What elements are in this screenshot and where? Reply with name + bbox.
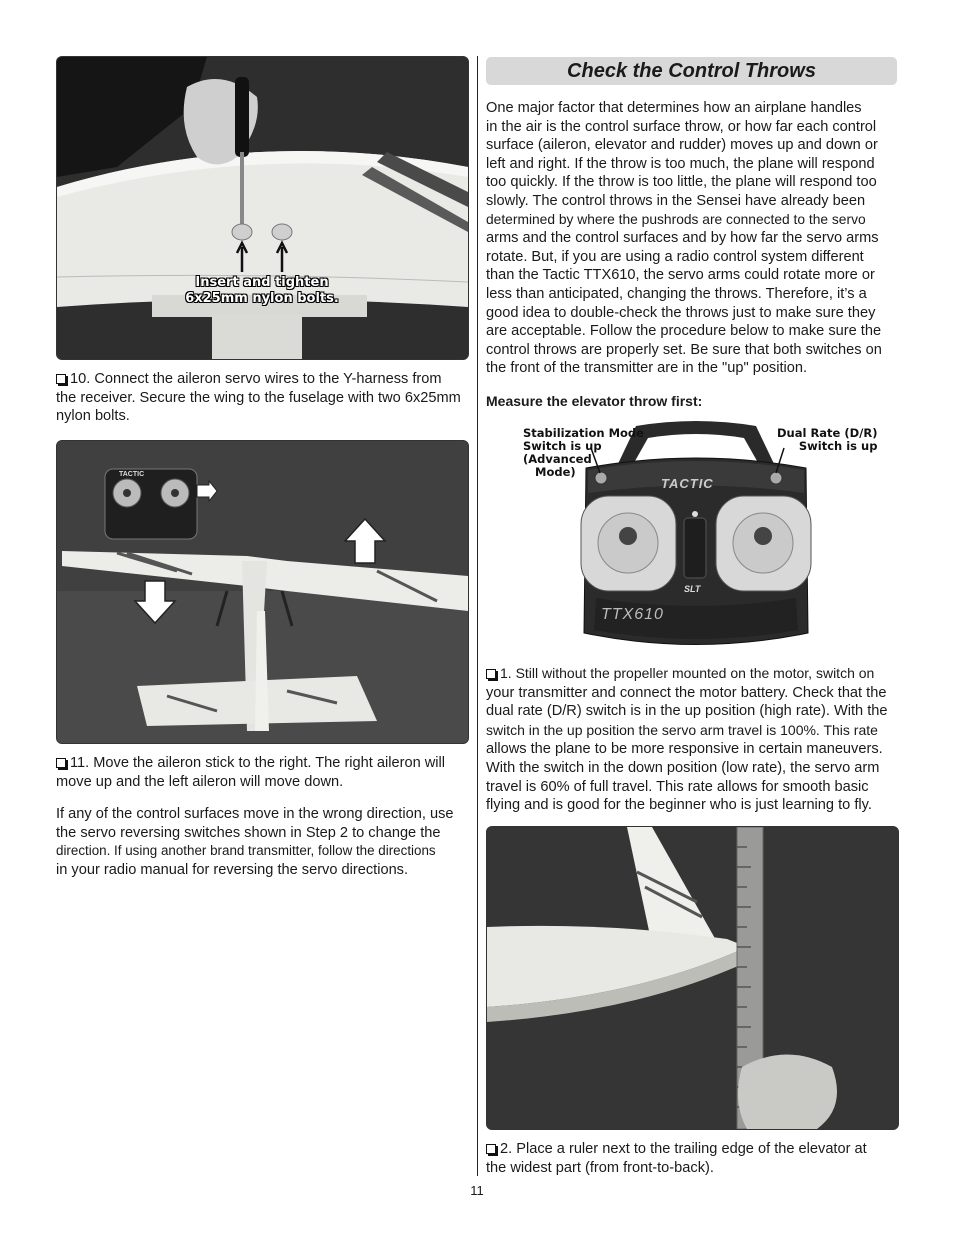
reversing-paragraph: If any of the control surfaces move in the wrong direction, use the servo reversing switches shown in Step 2 to change the direction. If using another brand transmitter, follow the directions in your radio manual for reversing the servo directions. [56, 806, 454, 878]
photo-caption: Insert and tighten 6x25mm nylon bolts. [185, 275, 339, 306]
step-11-text: 11. Move the aileron stick to the right. The right aileron will move up and the left aileron will move down. [56, 755, 446, 790]
photo-aileron-movement [56, 440, 469, 744]
intro-paragraph: One major factor that determines how an airplane handles in the air is the control surface throw, or how far each control surface (aileron, elevator and rudder) moves up and down or left and right. If the throw is too much, the plane will respond too quickly. If the throw is too little, the plane will respond too slowly. The control throws in the Sensei have already been determined by where the pushrods are connected to the servo arms and the control surfaces and by how far the servo arms rotate. But, if you are using a radio control system different than the Tactic TTX610, the servo arms could rotate more or less than anticipated, changing the throws. Therefore, it’s a good idea to double-check the throws just to make sure they are acceptable. Follow the procedure below to make sure the control throws are properly set. Be sure that both switches on the front of the transmitter are in the "up" position. [486, 100, 882, 377]
section-title: Check the Control Throws [486, 57, 897, 85]
dual-rate-label: Dual Rate (D/R) Switch is up [777, 426, 878, 453]
step-1-text: 1. Still without the propeller mounted on the motor, switch on your transmitter and connect the motor battery. Check that the dual rate (D/R) switch is in the up position (high rate). With the switch in the up position the servo arm travel is 100%. This rate allows the plane to be more responsive in certain maneuvers. With the switch in the down position (low rate), the servo arm travel is 60% of full travel. This rate allows for smooth basic flying and is good for the beginner who is just learning to fly. [486, 665, 888, 814]
checkbox-icon[interactable] [486, 1144, 496, 1154]
column-divider [477, 56, 478, 1176]
photo-ruler-elevator [486, 826, 899, 1130]
checkbox-icon[interactable] [486, 669, 496, 679]
page-number: 11 [470, 1183, 484, 1198]
checkbox-icon[interactable] [56, 374, 66, 384]
measure-subhead: Measure the elevator throw first: [486, 393, 703, 409]
stabilization-mode-label: Stabilization Mode Switch is up (Advanced Mode) [523, 426, 644, 479]
photo-wing-bolts [56, 56, 469, 360]
step-10-text: 10. Connect the aileron servo wires to the Y-harness from the receiver. Secure the wing to the fuselage with two 6x25mm nylon bolts. [56, 371, 461, 425]
transmitter-badge: SLT [684, 584, 701, 594]
checkbox-icon[interactable] [56, 758, 66, 768]
transmitter-model: TTX610 [601, 606, 664, 623]
transmitter-brand: TACTIC [661, 476, 714, 491]
step-2-text: 2. Place a ruler next to the trailing edge of the elevator at the widest part (from front-to-back). [486, 1141, 867, 1176]
mini-transmitter-brand: TACTIC [119, 471, 145, 478]
